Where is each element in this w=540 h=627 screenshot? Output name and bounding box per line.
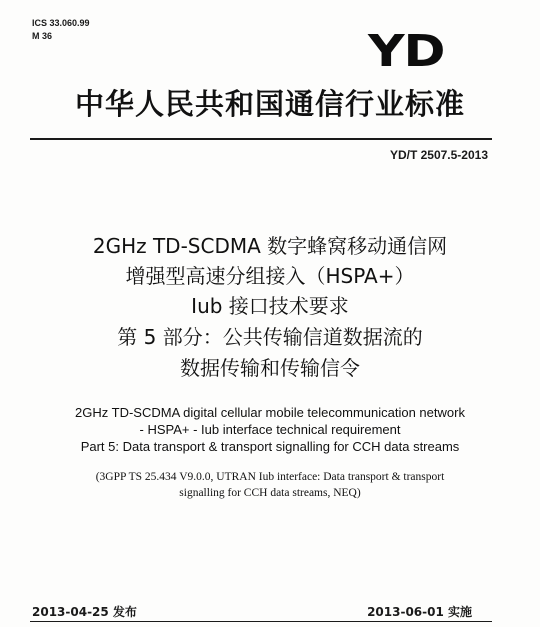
ics-code: ICS 33.060.99 <box>32 18 90 28</box>
footer-rule <box>30 621 492 622</box>
standard-number: YD/T 2507.5-2013 <box>389 148 488 162</box>
cn-title-line-5: 数据传输和传输信令 <box>180 356 360 380</box>
yd-logo: YD <box>367 26 444 77</box>
en-title-line-2: - HSPA+ - Iub interface technical requirement <box>139 422 401 437</box>
en-title-line-1: 2GHz TD-SCDMA digital cellular mobile telecommunication network <box>75 405 465 420</box>
cn-title-line-3: Iub 接口技术要求 <box>191 294 349 318</box>
classification-code: M 36 <box>32 31 53 41</box>
implementation-date: 2013-06-01 实施 <box>367 605 472 619</box>
cn-title-line-2: 增强型高速分组接入（HSPA+） <box>125 264 415 288</box>
issue-date: 2013-04-25 发布 <box>32 605 137 619</box>
header-rule <box>30 138 492 140</box>
en-title-line-3: Part 5: Data transport & transport signalling for CCH data streams <box>80 439 460 454</box>
cn-title-line-1: 2GHz TD-SCDMA 数字蜂窝移动通信网 <box>92 234 448 258</box>
standard-title: 中华人民共和国通信行业标准 <box>74 87 465 121</box>
reference-note-line-2: signalling for CCH data streams, NEQ) <box>179 487 361 499</box>
reference-note-line-1: (3GPP TS 25.434 V9.0.0, UTRAN Iub interface: Data transport & transport <box>95 471 445 483</box>
cn-title-line-4: 第 5 部分：公共传输信道数据流的 <box>117 325 423 349</box>
